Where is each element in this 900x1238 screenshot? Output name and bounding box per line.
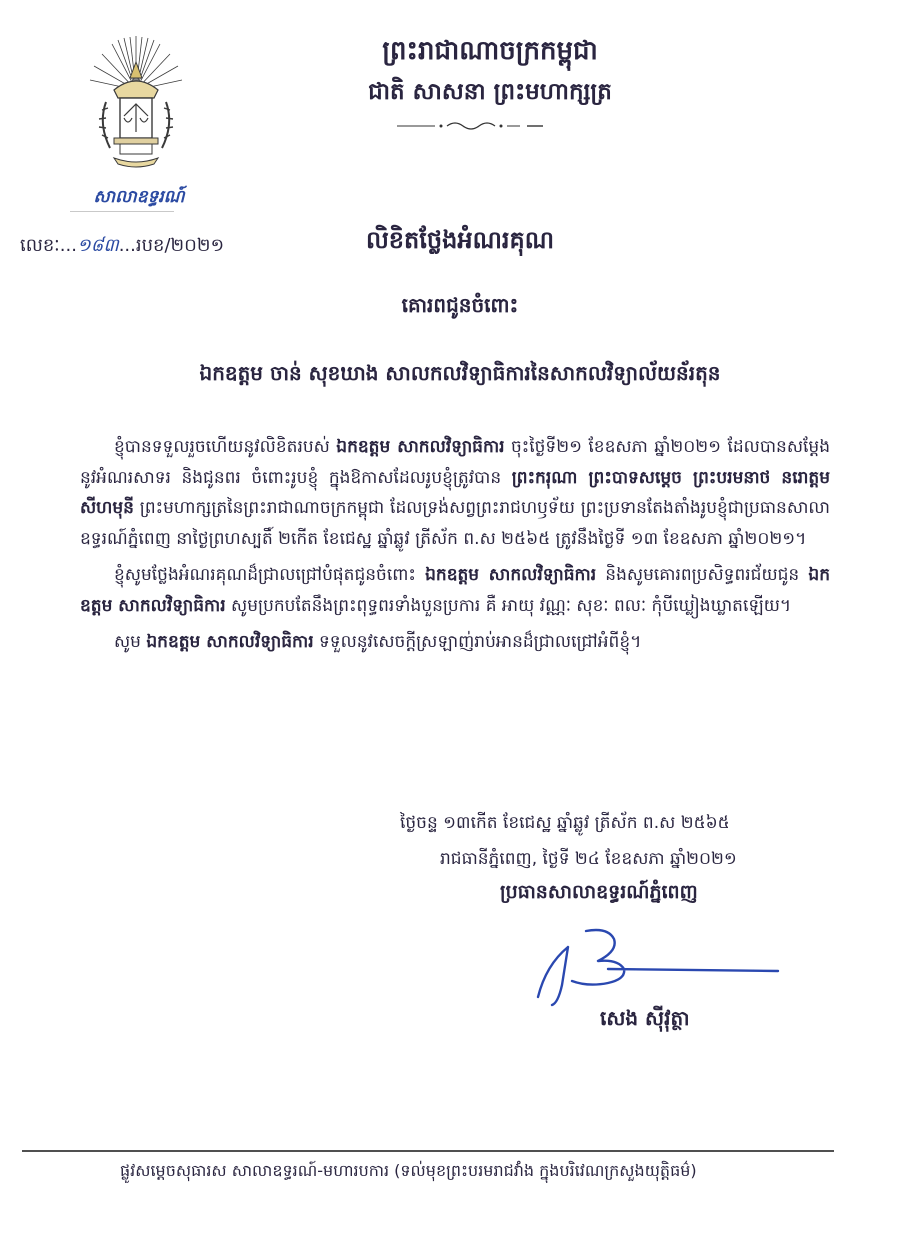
signature-icon (528, 925, 783, 1010)
signer-title: ប្រធានសាលាឧទ្ធរណ៍ភ្នំពេញ (500, 881, 698, 903)
reference-suffix: របខ/២០២១ (135, 235, 225, 256)
lunar-date: ថ្ងៃចន្ទ ១៣កើត ខែជេស្ឋ ឆ្នាំឆ្លូវ ត្រីស័ក ព.ស ២៥៦៥ (400, 813, 730, 833)
footer-address: ផ្លូវសម្តេចសុធារស សាលាឧទ្ធរណ៍-មហារបការ (ទល់មុខព្រះបរមរាជវាំង ក្នុងបរិវេណក្រសួងយុត្តិធម៌) (120, 1161, 697, 1180)
recipient-bold: ឯកឧត្តម សាកលវិទ្យាធិការ (146, 632, 314, 652)
kingdom-heading: ព្រះរាជាណាចក្រកម្ពុជា (382, 36, 598, 66)
body-paragraph-3: សូម ឯកឧត្តម សាកលវិទ្យាធិការ ទទួលនូវសេចក្តីស្រឡាញ់រាប់អានដ៏ជ្រាលជ្រៅអំពីខ្ញុំ។ (114, 632, 642, 652)
court-name-divider (70, 211, 174, 212)
king-name-bold: ព្រះករុណា ព្រះបាទសម្តេច ព្រះបរមនាថ នរោត្តម សីហមុនី (80, 467, 830, 518)
recipient-bold: ឯកឧត្តម សាកលវិទ្យាធិការ (425, 565, 597, 585)
reference-dots-right: ... (118, 235, 136, 256)
reference-prefix: លេខៈ (20, 235, 60, 256)
body-paragraph-2: ខ្ញុំសូមថ្លែងអំណរគុណដ៏ជ្រាលជ្រៅបំផុតជូនចំពោះ ឯកឧត្តម សាកលវិទ្យាធិការ និងសូមគោរពប្រសិទ្ធពរជ័យជូន ឯកឧត្តម សាកលវិទ្យាធិការ សូមប្រកបតែនឹងព្រះពុទ្ធពរទាំងបួនប្រការ គឺ អាយុ វណ្ណៈ សុខៈ ពលៈ កុំបីឃ្លៀងឃ្លាតឡើយ។ (80, 565, 831, 616)
national-motto: ជាតិ សាសនា ព្រះមហាក្សត្រ (368, 78, 612, 105)
court-name-stamp: សាលាឧទ្ធរណ៍ (93, 187, 185, 207)
letter-title: លិខិតថ្លែងអំណរគុណ (365, 226, 555, 254)
letter-body (80, 432, 830, 658)
signer-name: សេង ស៊ីវុត្ថា (600, 1006, 690, 1030)
body-paragraph-1: ខ្ញុំបានទទួលរួចហើយនូវលិខិតរបស់ ឯកឧត្តម សាកលវិទ្យាធិការ ចុះថ្ងៃទី២១ ខែឧសភា ឆ្នាំ២០២១ ដែលបានសម្តែងនូវអំណរសាទរ និងជូនពរ ចំពោះរូបខ្ញុំ ក្នុងឱកាសដែលរូបខ្ញុំត្រូវបាន ព្រះករុណា ព្រះបាទសម្តេច ព្រះបរមនាថ នរោត្តម សីហមុនី ព្រះមហាក្សត្រនៃព្រះរាជាណាចក្រកម្ពុជា ដែលទ្រង់សព្វព្រះរាជហឫទ័យ ព្រះប្រទានតែងតាំងរូបខ្ញុំជាប្រធានសាលាឧទ្ធរណ៍ភ្នំពេញ នាថ្ងៃព្រហស្បតិ៍ ២កើត ខែជេស្ឋ ឆ្នាំឆ្លូវ ត្រីស័ក ព.ស ២៥៦៥ ត្រូវនឹងថ្ងៃទី ១៣ ខែឧសភា ឆ្នាំ២០២១។ (80, 437, 830, 549)
footer-rule (22, 1150, 834, 1152)
recipient-bold: ឯកឧត្តម សាកលវិទ្យាធិការ (336, 437, 505, 457)
reference-handwritten-number: ១៨៣ (76, 235, 119, 256)
royal-emblem-icon (84, 32, 188, 182)
reference-dots-left: ... (59, 235, 77, 256)
recipient-line: ឯកឧត្តម ចាន់ សុខឃាង សាលកលវិទ្យាធិការនៃសាកលវិទ្យាល័យន័រតុន (199, 361, 721, 385)
reference-number (20, 233, 224, 260)
respect-line: គោរពជូនចំពោះ (401, 293, 519, 317)
solar-date: រាជធានីភ្នំពេញ, ថ្ងៃទី ២៤ ខែឧសភា ឆ្នាំ២០២១ (440, 849, 737, 869)
recipient-bold: ឯកឧត្តម សាកលវិទ្យាធិការ (80, 565, 831, 616)
ornament-divider-icon (395, 120, 545, 132)
